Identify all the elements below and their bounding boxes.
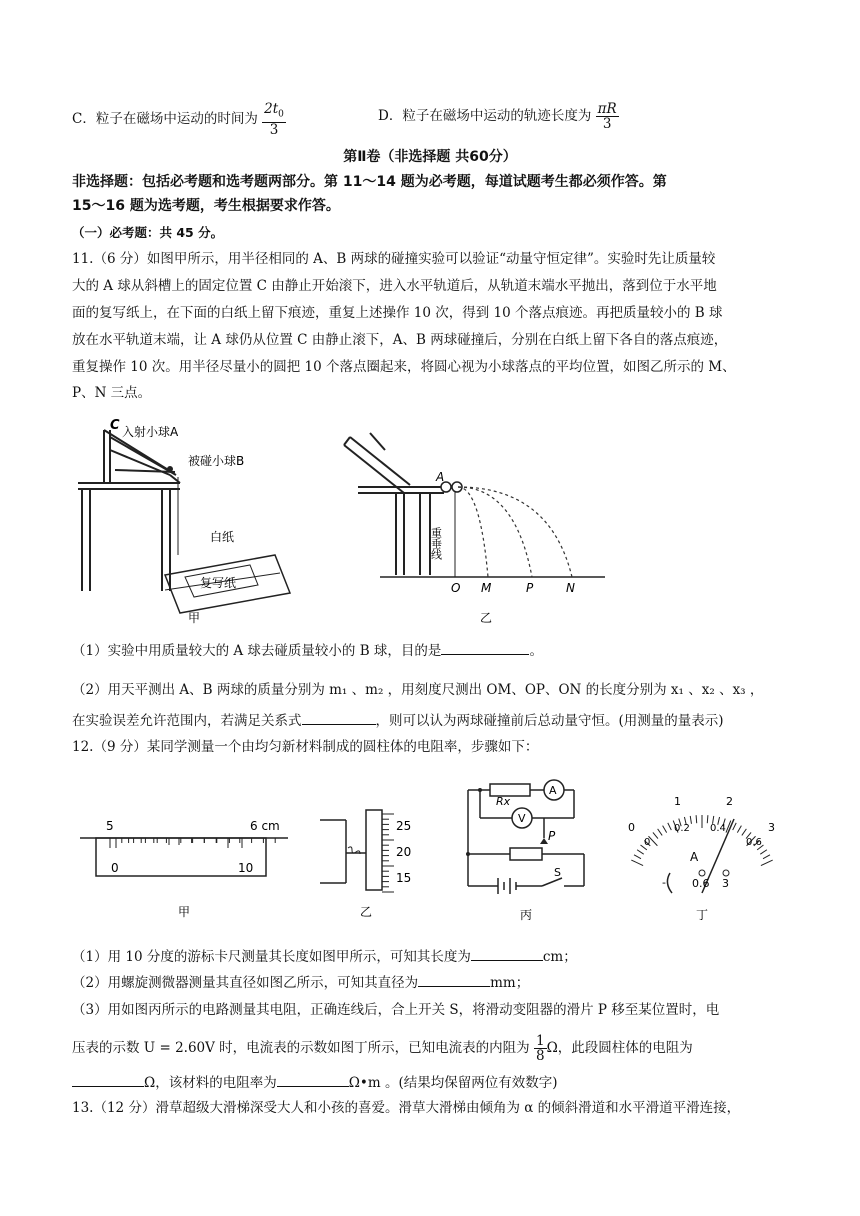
option-d-text: D．粒子在磁场中运动的轨迹长度为 [378, 108, 592, 124]
q11-jia-label-c: C [110, 418, 120, 433]
q12-sub3-line1: （3）用如图丙所示的电路测量其电阻，正确连线后，合上开关 S，将滑动变阻器的滑片 P 移至某位置时，电 [72, 1002, 720, 1018]
q11-jia-label-carbon: 复写纸 [200, 576, 237, 590]
q11-line-1: 11.（6 分）如图甲所示，用半径相同的 A、B 两球的碰撞实验可以验证“动量守恒定律”。实验时先让质量较 [72, 251, 716, 267]
q12-ding-bot-04: 0.4 [710, 823, 726, 834]
q12-ding-term-3: 3 [722, 877, 729, 890]
q12-sub1-blank[interactable] [471, 946, 543, 961]
q12-bing-ammeter: A [549, 784, 557, 797]
dial-tick [742, 829, 747, 836]
dial-tick [637, 850, 644, 854]
q12-ding-bot-02: 0.2 [674, 823, 690, 834]
q12-bing-slider: P [548, 829, 556, 843]
option-c-text: C．粒子在磁场中运动的时间为 [72, 110, 258, 127]
q12-sub1: （1）用 10 分度的游标卡尺测量其长度如图甲所示，可知其长度为 cm； [72, 946, 792, 967]
dial-tick [707, 815, 708, 823]
q12-sub3-line3: Ω，该材料的电阻率为 Ω•m 。(结果均保留两位有效数字) [72, 1072, 792, 1093]
q11-yi-point-o: O [451, 581, 461, 595]
dial-tick [760, 850, 767, 854]
q12-sub3-line2: 压表的示数 U = 2.60V 时，电流表的示数如图丁所示，已知电流表的内阻为 $\frac{1}{8}$ Ω，此段圆柱体的电阻为 [72, 1033, 693, 1064]
option-d-fraction: $\frac{\pi R}{3}$ [597, 101, 617, 132]
q13-head: 13.（12 分）滑草超级大滑梯深受大人和小孩的喜爱。滑草大滑梯由倾角为 α 的倾斜滑道和水平滑道平滑连接， [72, 1100, 741, 1116]
q11-yi-point-p: P [526, 581, 534, 595]
q12-bing-rx: Rx [496, 795, 511, 808]
q11-sub2-line1: （2）用天平测出 A、B 两球的质量分别为 m₁ 、m₂ ，用刻度尺测出 OM、OP、ON 的长度分别为 x₁ 、x₂ 、x₃ ， [72, 682, 764, 698]
q11-jia-label-a: 入射小球A [122, 425, 179, 439]
section-intro-line2: 15～16 题为选考题，考生根据要求作答。 [72, 198, 340, 214]
q12-sub2: （2）用螺旋测微器测量其直径如图乙所示，可知其直径为 mm； [72, 972, 792, 993]
q11-figure-yi [340, 425, 610, 625]
dial-tick [658, 829, 663, 836]
q11-jia-caption: 甲 [188, 611, 201, 625]
q11-line-5: 重复操作 10 次。用半径尽量小的圆把 10 个落点圈起来，将圆心视为小球落点的平均位置，如图乙所示的 M、 [72, 359, 736, 375]
q12-sub3-blank2[interactable] [277, 1072, 349, 1087]
q11-sub1: （1）实验中用质量较大的 A 球去碰质量较小的 B 球，目的是 。 [72, 640, 792, 661]
q12-yi-caption: 乙 [360, 905, 373, 919]
q11-sub1-blank[interactable] [441, 640, 529, 655]
dial-tick [761, 860, 773, 865]
q12-yi-tick-20: 20 [396, 845, 412, 859]
q12-ding-bot-06: 0.6 [746, 837, 762, 848]
q12-ding-unit: A [690, 850, 699, 864]
dial-tick [690, 816, 691, 824]
q12-ding-term-06: 0.6 [692, 877, 710, 890]
q11-line-3: 面的复写纸上，在下面的白纸上留下痕迹，重复上述操作 10 次，得到 10 个落点痕迹。再把质量较小的 B 球 [72, 305, 723, 321]
q12-jia-top-right: 6 cm [250, 819, 280, 833]
q12-figure-bing [462, 778, 597, 923]
q12-figure-jia [78, 808, 293, 923]
q12-yi-tick-25: 25 [396, 819, 412, 833]
q12-yi-tick-15: 15 [396, 871, 412, 885]
q12-jia-bot-right: 10 [238, 861, 254, 875]
q12-head: 12.（9 分）某同学测量一个由均匀新材料制成的圆柱体的电阻率，步骤如下： [72, 739, 539, 755]
q12-ding-top-2: 2 [726, 795, 733, 808]
dial-tick [696, 815, 697, 823]
option-c-fraction: $\frac{2t_0}{3}$ [264, 101, 284, 138]
q12-bing-caption: 丙 [520, 908, 533, 922]
q11-yi-label-a: A [436, 470, 445, 484]
dial-tick [634, 855, 641, 859]
q12-sub2-blank[interactable] [418, 972, 490, 987]
q12-ding-top-0: 0 [628, 821, 635, 834]
dial-tick [737, 826, 741, 833]
q12-resistance-fraction: $\frac{1}{8}$ [535, 1033, 545, 1064]
q11-sub2-line2: 在实验误差允许范围内，若满足关系式 ，则可以认为两球碰撞前后总动量守恒。(用测量的量表示) [72, 710, 792, 731]
q11-figure-jia [70, 415, 300, 625]
section-intro-line1: 非选择题：包括必考题和选考题两部分。第 11～14 题为必考题，每道试题考生都必须作答。第 [72, 174, 667, 190]
dial-tick [733, 823, 737, 830]
dial-tick [663, 826, 667, 833]
q12-ding-top-3: 3 [768, 821, 775, 834]
option-c [72, 102, 286, 137]
q11-jia-label-paper: 白纸 [210, 530, 235, 544]
q11-jia-label-b: 被碰小球B [188, 454, 245, 468]
q11-line-2: 大的 A 球从斜槽上的固定位置 C 由静止开始滚下，进入水平轨道后，从轨道末端水平抛出，落到位于水平地 [72, 278, 717, 294]
q12-ding-top-1: 1 [674, 795, 681, 808]
q12-sub3-blank1[interactable] [72, 1072, 144, 1087]
q12-bing-voltmeter: V [518, 812, 526, 825]
q11-line-4: 放在水平轨道末端，让 A 球仍从位置 C 由静止滚下，A、B 两球碰撞后，分别在白纸上留下各自的落点痕迹， [72, 332, 728, 348]
q11-yi-point-n: N [566, 581, 575, 595]
q12-jia-top-left: 5 [106, 819, 114, 833]
section-part1: （一）必考题：共 45 分。 [72, 225, 224, 240]
section-title: 第Ⅱ卷（非选择题 共60分） [343, 149, 517, 165]
q11-sub2-blank[interactable] [302, 710, 376, 725]
dial-tick [631, 860, 643, 865]
q12-ding-bot-0: 0 [644, 837, 651, 848]
q12-ding-caption: 丁 [696, 908, 709, 922]
q12-figure-ding [622, 783, 782, 923]
option-d [378, 102, 619, 131]
q11-yi-label-line: 重垂线 [429, 527, 443, 560]
q12-bing-switch: S [554, 866, 561, 879]
dial-tick [653, 832, 658, 838]
q11-yi-caption: 乙 [480, 611, 493, 625]
dial-tick [763, 855, 770, 859]
q12-jia-caption: 甲 [178, 905, 191, 919]
q12-ding-term-neg: - [662, 876, 666, 889]
dial-tick [668, 823, 672, 830]
q12-figure-yi [318, 808, 428, 923]
q12-jia-bot-left: 0 [111, 861, 119, 875]
q11-yi-point-m: M [481, 581, 492, 595]
q11-line-6: P、N 三点。 [72, 385, 152, 401]
